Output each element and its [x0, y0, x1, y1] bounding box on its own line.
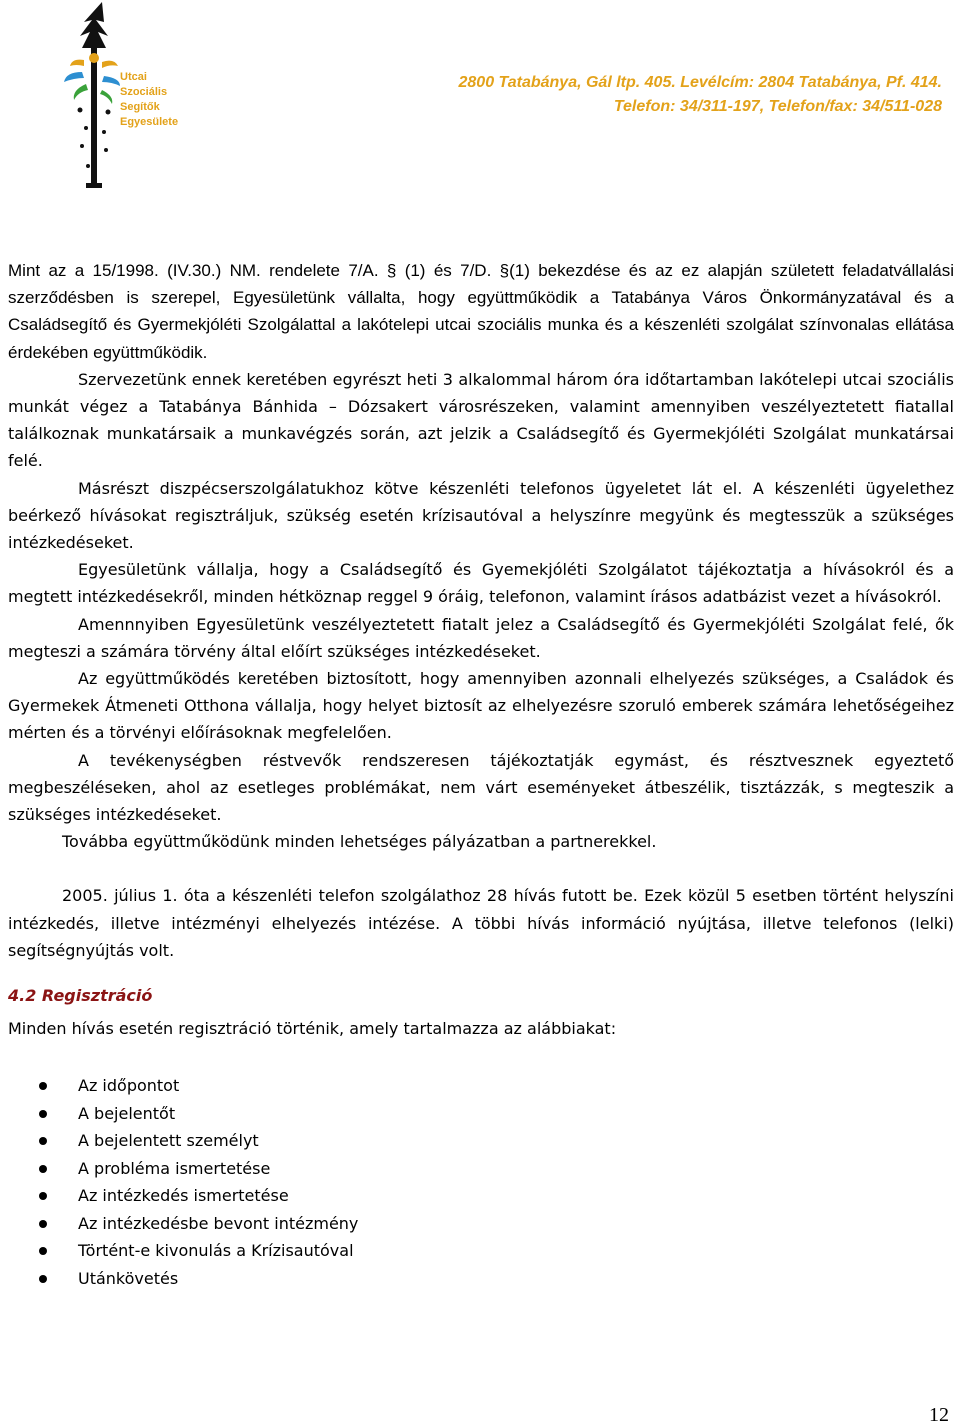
bullet-icon — [39, 1137, 47, 1145]
org-name-line: Egyesülete — [120, 116, 179, 128]
paragraph: Amennnyiben Egyesületünk veszélyeztetett fiatalt jelez a Családsegítő és Gyermekjóléti Szolgálat felé, ők megteszi a számára törvény által előírt szükséges intézkedéseket. — [8, 614, 954, 661]
list-item-label: A bejelentőt — [78, 1103, 176, 1123]
org-name-line: Utcai — [120, 71, 147, 83]
list-item — [8, 1210, 954, 1238]
list-item — [8, 1182, 954, 1210]
bullet-icon — [39, 1192, 47, 1200]
list-item — [8, 1237, 954, 1265]
list-item-label: Történt-e kivonulás a Krízisautóval — [78, 1241, 354, 1261]
organization-logo — [62, 0, 124, 190]
list-item — [8, 1127, 954, 1155]
list-item-label: Az intézkedésbe bevont intézmény — [78, 1213, 359, 1233]
bullet-icon — [39, 1165, 47, 1173]
paragraph: Az együttműködés keretében biztosított, hogy amennyiben azonnali elhelyezés szükséges, a Családok és Gyermekek Átmeneti Otthona vállalja, hogy helyet biztosít az elhelyezésre szoruló emberek számára lehetőségeihez mérten és a törvényi előírásoknak megfelelően. — [8, 669, 954, 743]
paragraph: Másrészt diszpécserszolgálatukhoz kötve készenléti telefonos ügyeletet lát el. A készenléti ügyelethez beérkező hívásokat regisztráljuk, szükség esetén krízisautóval a helyszínre megyünk és megtesszük a szükséges intézkedéseket. — [8, 478, 954, 553]
paragraph: Mint az a 15/1998. (IV.30.) NM. rendelete 7/A. § (1) és 7/D. §(1) bekezdése és az ez alapján született feladatvállalási szerződésben is szerepel, Egyesületünk vállalta, hogy együttműködik a Tatabánya Város Önkormányzatával és a Családsegítő és Gyermekjóléti Szolgálattal a lakótelepi utcai szociális munka és a készenléti szolgálat színvonalas ellátása érdekében együttműködik. — [8, 261, 954, 362]
paragraph: Egyesületünk vállalja, hogy a Családsegítő és Gyemekjóléti Szolgálatot tájékoztatja a hívásokról és a megtett intézkedésekről, minden hétköznap reggel 9 óráig, telefonon, valamint írásos adatbázist vezet a hívásokról. — [8, 560, 954, 607]
list-item-label: Utánkövetés — [78, 1268, 179, 1288]
paragraph: A tevékenységben réstvevők rendszeresen tájékoztatják egymást, és résztvesznek egyeztető megbeszéléseken, ahol az esetleges problémákat, nem várt eseményeket átbeszélik, tisztázzák, s megteszik a szükséges intézkedéseket. — [8, 750, 954, 825]
header-address: 2800 Tatabánya, Gál ltp. 405. Levélcím: 2804 Tatabánya, Pf. 414. — [458, 74, 942, 91]
page-number: 12 — [929, 1404, 949, 1426]
registration-intro: Minden hívás esetén regisztráció történik, amely tartalmazza az alábbiakat: — [8, 1019, 617, 1039]
list-item-label: A bejelentett személyt — [78, 1131, 259, 1151]
section-title: 4.2 Regisztráció — [8, 986, 153, 1006]
spacer — [8, 855, 954, 882]
header-phone: Telefon: 34/311-197, Telefon/fax: 34/511-028 — [613, 98, 942, 115]
org-name-line: Szociális — [120, 86, 168, 98]
list-item — [8, 1265, 954, 1293]
list-item-label: A probléma ismertetése — [78, 1158, 271, 1178]
list-item-label: Az időpontot — [78, 1076, 180, 1096]
list-item — [8, 1100, 954, 1128]
registration-list — [8, 1072, 954, 1292]
bullet-icon — [39, 1082, 47, 1090]
organization-name — [120, 70, 178, 130]
bullet-icon — [39, 1247, 47, 1255]
bullet-icon — [39, 1275, 47, 1283]
header-contact — [459, 71, 943, 119]
org-name-line: Segítők — [120, 101, 160, 113]
list-item — [8, 1072, 954, 1100]
paragraph: Továbba együttműködünk minden lehetséges pályázatban a partnerekkel. — [62, 832, 657, 852]
bullet-icon — [39, 1220, 47, 1228]
paragraph: 2005. július 1. óta a készenléti telefon szolgálathoz 28 hívás futott be. Ezek közül 5 esetben történt helyszíni intézkedés, illetve intézményi elhelyezés intézése. A többi hívás információ nyújtása, illetve telefonos (lelki) segítségnyújtás volt. — [8, 886, 954, 960]
list-item-label: Az intézkedés ismertetése — [78, 1186, 289, 1206]
document-body — [8, 257, 954, 1292]
list-item — [8, 1155, 954, 1183]
bullet-icon — [39, 1110, 47, 1118]
paragraph: Szervezetünk ennek keretében egyrészt heti 3 alkalommal három óra időtartamban lakótelepi utcai szociális munkát végez a Tatabánya Bánhida – Dózsakert városrészeken, valamint amennyiben veszélyeztetett fiatallal találkoznak munkatársaik a munkavégzés során, azt jelzik a Családsegítő és Gyermekjóléti Szolgálat munkatársai felé. — [8, 369, 954, 471]
